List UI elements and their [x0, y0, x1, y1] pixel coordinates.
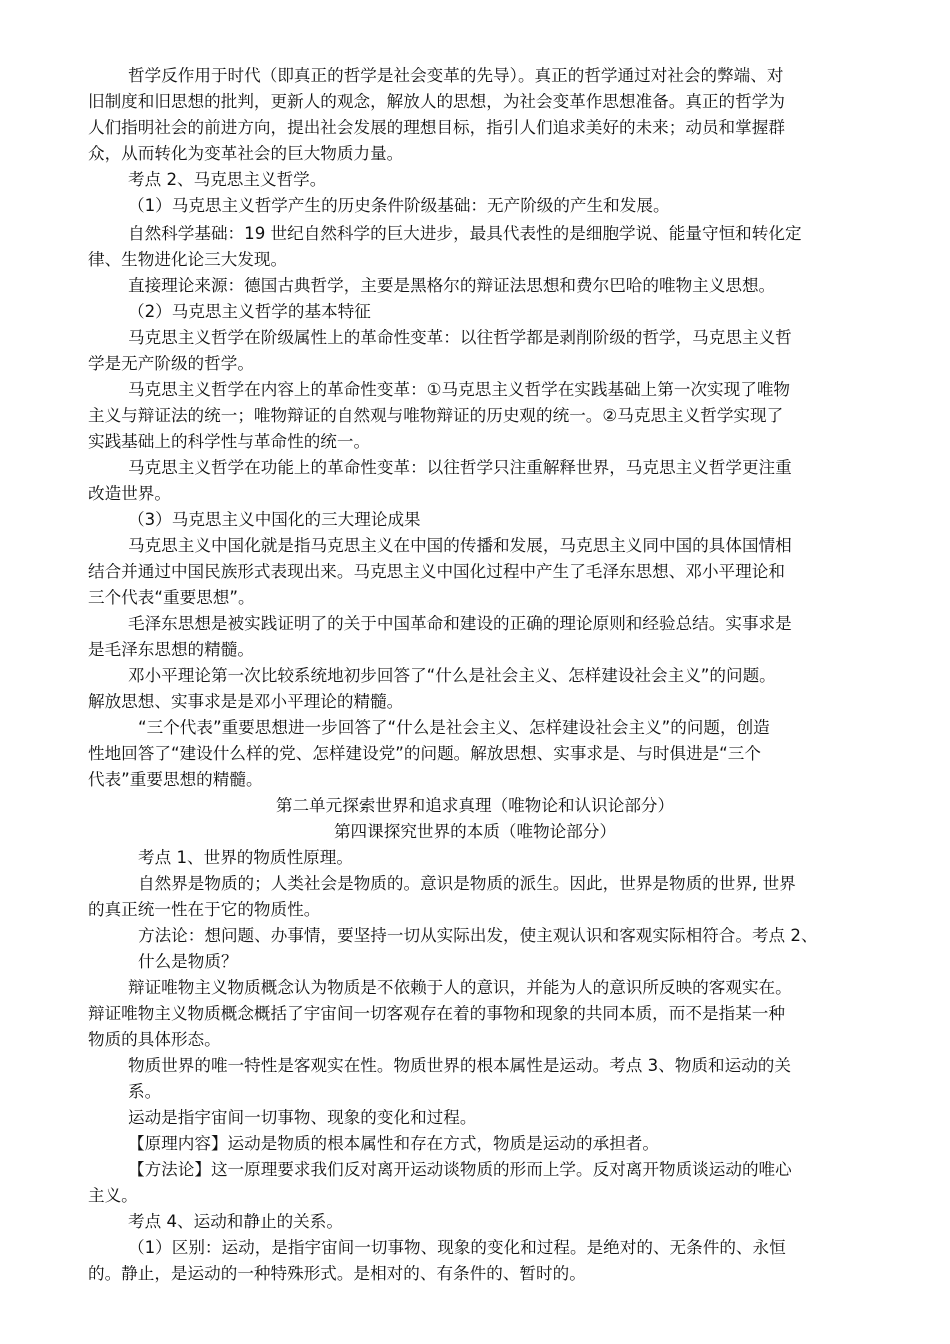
text-line: 物质的具体形态。 — [88, 1030, 221, 1049]
text-line: 考点 4、运动和静止的关系。 — [128, 1212, 343, 1231]
text-line: “三个代表”重要思想进一步回答了“什么是社会主义、怎样建设社会主义”的问题，创造 — [138, 718, 770, 737]
text-line: 代表”重要思想的精髓。 — [88, 770, 263, 789]
text-line: 主义。 — [88, 1186, 138, 1205]
text-line: 辩证唯物主义物质概念概括了宇宙间一切客观存在着的事物和现象的共同本质，而不是指某一种 — [88, 1004, 785, 1023]
unit-heading: 第二单元探索世界和追求真理（唯物论和认识论部分） — [275, 796, 675, 815]
text-line: 【原理内容】运动是物质的根本属性和存在方式，物质是运动的承担者。 — [128, 1134, 659, 1153]
text-line: 自然界是物质的；人类社会是物质的。意识是物质的派生。因此，世界是物质的世界, 世界 — [138, 874, 796, 893]
text-line: 系。 — [128, 1082, 162, 1101]
text-line: 马克思主义哲学在内容上的革命性变革：①马克思主义哲学在实践基础上第一次实现了唯物 — [128, 380, 791, 399]
text-line: 马克思主义中国化就是指马克思主义在中国的传播和发展，马克思主义同中国的具体国情相 — [128, 536, 792, 555]
text-line: 马克思主义哲学在功能上的革命性变革：以往哲学只注重解释世界，马克思主义哲学更注重 — [128, 458, 792, 477]
text-line: 马克思主义哲学在阶级属性上的革命性变革：以往哲学都是剥削阶级的哲学，马克思主义哲 — [128, 328, 792, 347]
text-line: 物质世界的唯一特性是客观实在性。物质世界的根本属性是运动。考点 3、物质和运动的关 — [128, 1056, 791, 1075]
text-line: （2）马克思主义哲学的基本特征 — [128, 302, 371, 321]
text-line: 方法论：想问题、办事情，要坚持一切从实际出发，使主观认识和客观实际相符合。考点 2、 — [138, 926, 818, 945]
text-line: 性地回答了“建设什么样的党、怎样建设党”的问题。解放思想、实事求是、与时俱进是“三个 — [88, 744, 761, 763]
text-line: 什么是物质？ — [138, 952, 238, 971]
text-line: 邓小平理论第一次比较系统地初步回答了“什么是社会主义、怎样建设社会主义”的问题。 — [128, 666, 776, 685]
text-line: 自然科学基础：19 世纪自然科学的巨大进步，最具代表性的是细胞学说、能量守恒和转化定 — [128, 224, 802, 243]
text-line: （3）马克思主义中国化的三大理论成果 — [128, 510, 421, 529]
text-line: 结合并通过中国民族形式表现出来。马克思主义中国化过程中产生了毛泽东思想、邓小平理论和 — [88, 562, 785, 581]
text-line: 毛泽东思想是被实践证明了的关于中国革命和建设的正确的理论原则和经验总结。实事求是 — [128, 614, 792, 633]
text-line: 哲学反作用于时代（即真正的哲学是社会变革的先导）。真正的哲学通过对社会的弊端、对 — [128, 66, 784, 85]
text-line: 三个代表“重要思想”。 — [88, 588, 255, 607]
text-line: （1）区别：运动，是指宇宙间一切事物、现象的变化和过程。是绝对的、无条件的、永恒 — [128, 1238, 786, 1257]
text-line: 律、生物进化论三大发现。 — [88, 250, 288, 269]
text-line: 考点 2、马克思主义哲学。 — [128, 170, 327, 189]
text-line: 考点 1、世界的物质性原理。 — [138, 848, 353, 867]
text-line: 辩证唯物主义物质概念认为物质是不依赖于人的意识，并能为人的意识所反映的客观实在。 — [128, 978, 792, 997]
text-line: 的。静止，是运动的一种特殊形式。是相对的、有条件的、暂时的。 — [88, 1264, 586, 1283]
text-line: 主义与辩证法的统一；唯物辩证的自然观与唯物辩证的历史观的统一。②马克思主义哲学实现了 — [88, 406, 784, 425]
text-line: 解放思想、实事求是是邓小平理论的精髓。 — [88, 692, 404, 711]
text-line: 的真正统一性在于它的物质性。 — [88, 900, 321, 919]
text-line: （1）马克思主义哲学产生的历史条件阶级基础：无产阶级的产生和发展。 — [128, 196, 670, 215]
text-line: 改造世界。 — [88, 484, 171, 503]
text-line: 【方法论】这一原理要求我们反对离开运动谈物质的形而上学。反对离开物质谈运动的唯心 — [128, 1160, 792, 1179]
lesson-heading: 第四课探究世界的本质（唯物论部分） — [333, 822, 617, 841]
text-line: 是毛泽东思想的精髓。 — [88, 640, 254, 659]
text-line: 众，从而转化为变革社会的巨大物质力量。 — [88, 144, 404, 163]
text-line: 学是无产阶级的哲学。 — [88, 354, 254, 373]
text-line: 旧制度和旧思想的批判，更新人的观念，解放人的思想，为社会变革作思想准备。真正的哲学为 — [88, 92, 785, 111]
text-line: 运动是指宇宙间一切事物、现象的变化和过程。 — [128, 1108, 477, 1127]
text-line: 人们指明社会的前进方向，提出社会发展的理想目标，指引人们追求美好的未来；动员和掌握群 — [88, 118, 785, 137]
text-line: 直接理论来源：德国古典哲学，主要是黑格尔的辩证法思想和费尔巴哈的唯物主义思想。 — [128, 276, 776, 295]
text-line: 实践基础上的科学性与革命性的统一。 — [88, 432, 371, 451]
